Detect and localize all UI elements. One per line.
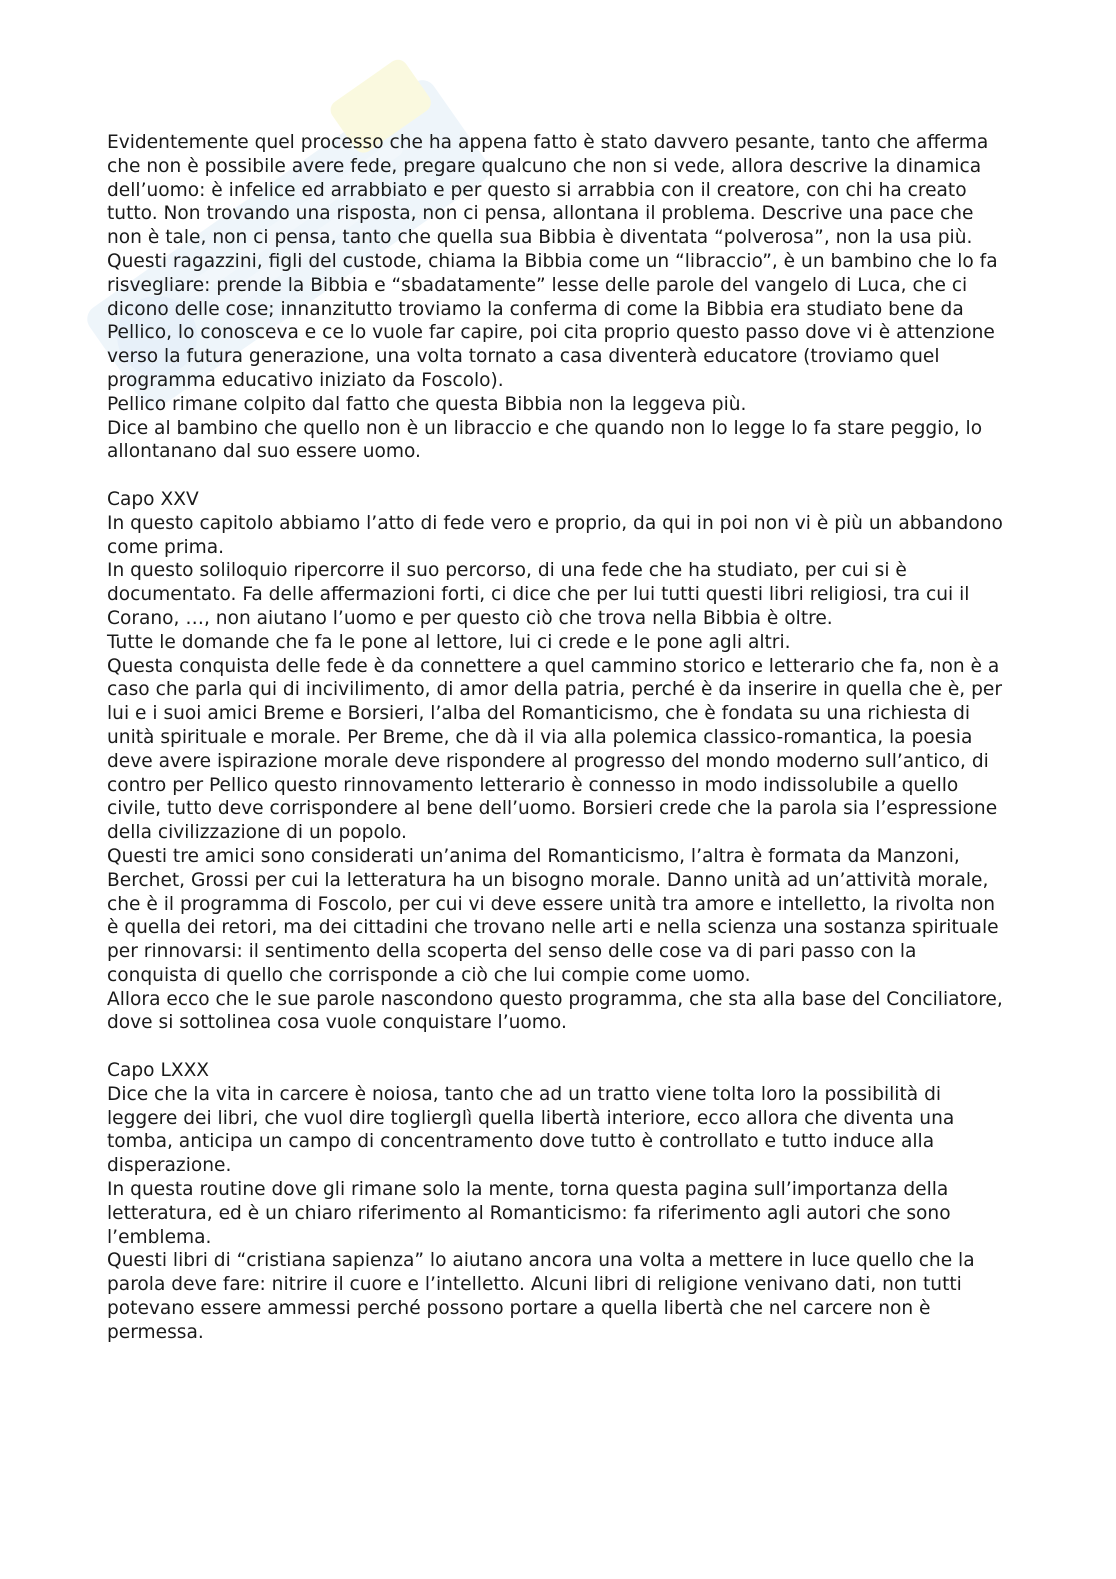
paragraph: Pellico rimane colpito dal fatto che questa Bibbia non la leggeva più. (107, 393, 747, 415)
paragraph: In questa routine dove gli rimane solo la mente, torna questa pagina sull’importanza della letteratura, ed è un chiaro riferimento al Romanticismo: fa riferimento agli autori che sono l’emblema. (107, 1179, 951, 1248)
paragraph: Evidentemente quel processo che ha appena fatto è stato davvero pesante, tanto che afferma che non è possibile avere fede, pregare qualcuno che non si vede, allora descrive la dinamica dell’uomo: è infelice ed arrabbiato e per questo si arrabbia con il creatore, con chi ha creato tutto. Non trovando una risposta, non ci pensa, allontana il problema. Descrive una pace che non è tale, non ci pensa, tanto che quella sua Bibbia è diventata “polverosa”, non la usa più. (107, 132, 989, 249)
section-heading: Capo XXV (107, 488, 199, 510)
paragraph: Questi tre amici sono considerati un’anima del Romanticismo, l’altra è formata da Manzoni, Berchet, Grossi per cui la letteratura ha un bisogno morale. Danno unità ad un’attività morale, che è il programma di Foscolo, per cui vi deve essere unità tra amore e intelletto, la rivolta non è quella dei retori, ma dei cittadini che trovano nelle arti e nella scienza una sostanza spirituale per rinnovarsi: il sentimento della scoperta del senso delle cose va di pari passo con la conquista di quello che corrisponde a ciò che lui compie come uomo. (107, 845, 999, 986)
paragraph: Dice al bambino che quello non è un libraccio e che quando non lo legge lo fa stare peggio, lo allontanano dal suo essere uomo. (107, 417, 983, 463)
section-heading: Capo LXXX (107, 1060, 210, 1082)
paragraph: Questa conquista delle fede è da connettere a quel cammino storico e letterario che fa, non è a caso che parla qui di incivilimento, di amor della patria, perché è da inserire in quella che è, per lui e i suoi amici Breme e Borsieri, l’alba del Romanticismo, che è fondata su una richiesta di unità spirituale e morale. Per Breme, che dà il via alla polemica classico-romantica, la poesia deve avere ispirazione morale deve rispondere al progresso del mondo moderno sull’antico, di contro per Pellico questo rinnovamento letterario è connesso in modo indissolubile a quello civile, tutto deve corrispondere al bene dell’uomo. Borsieri crede che la parola sia l’espressione della civilizzazione di un popolo. (107, 655, 1002, 844)
paragraph: In questo soliloquio ripercorre il suo percorso, di una fede che ha studiato, per cui si è documentato. Fa delle affermazioni forti, ci dice che per lui tutti questi libri religiosi, tra cui il Corano, …, non aiutano l’uomo e per questo ciò che trova nella Bibbia è oltre. (107, 560, 970, 629)
paragraph: Dice che la vita in carcere è noiosa, tanto che ad un tratto viene tolta loro la possibilità di leggere dei libri, che vuol dire toglierglì quella libertà interiore, ecco allora che diventa una tomba, anticipa un campo di concentramento dove tutto è controllato e tutto induce alla disperazione. (107, 1083, 955, 1177)
section-capo-xxv (107, 488, 1007, 1035)
paragraph: Tutte le domande che fa le pone al lettore, lui ci crede e le pone agli altri. (107, 631, 791, 653)
paragraph: Questi ragazzini, figli del custode, chiama la Bibbia come un “libraccio”, è un bambino che lo fa risvegliare: prende la Bibbia e “sbadatamente” lesse delle parole del vangelo di Luca, che ci dicono delle cose; innanzitutto troviamo la conferma di come la Bibbia era studiato bene da Pellico, lo conosceva e ce lo vuole far capire, poi cita proprio questo passo dove vi è attenzione verso la futura generazione, una volta tornato a casa diventerà educatore (troviamo quel programma educativo iniziato da Foscolo). (107, 250, 998, 391)
document-page (107, 131, 1007, 1345)
section-capo-lxxx (107, 1059, 1007, 1345)
intro-section (107, 131, 1007, 464)
paragraph: Questi libri di “cristiana sapienza” lo aiutano ancora una volta a mettere in luce quello che la parola deve fare: nitrire il cuore e l’intelletto. Alcuni libri di religione venivano dati, non tutti potevano essere ammessi perché possono portare a quella libertà che nel carcere non è permessa. (107, 1250, 975, 1343)
paragraph: Allora ecco che le sue parole nascondono questo programma, che sta alla base del Conciliatore, dove si sottolinea cosa vuole conquistare l’uomo. (107, 988, 1003, 1034)
paragraph: In questo capitolo abbiamo l’atto di fede vero e proprio, da qui in poi non vi è più un abbandono come prima. (107, 512, 1003, 558)
